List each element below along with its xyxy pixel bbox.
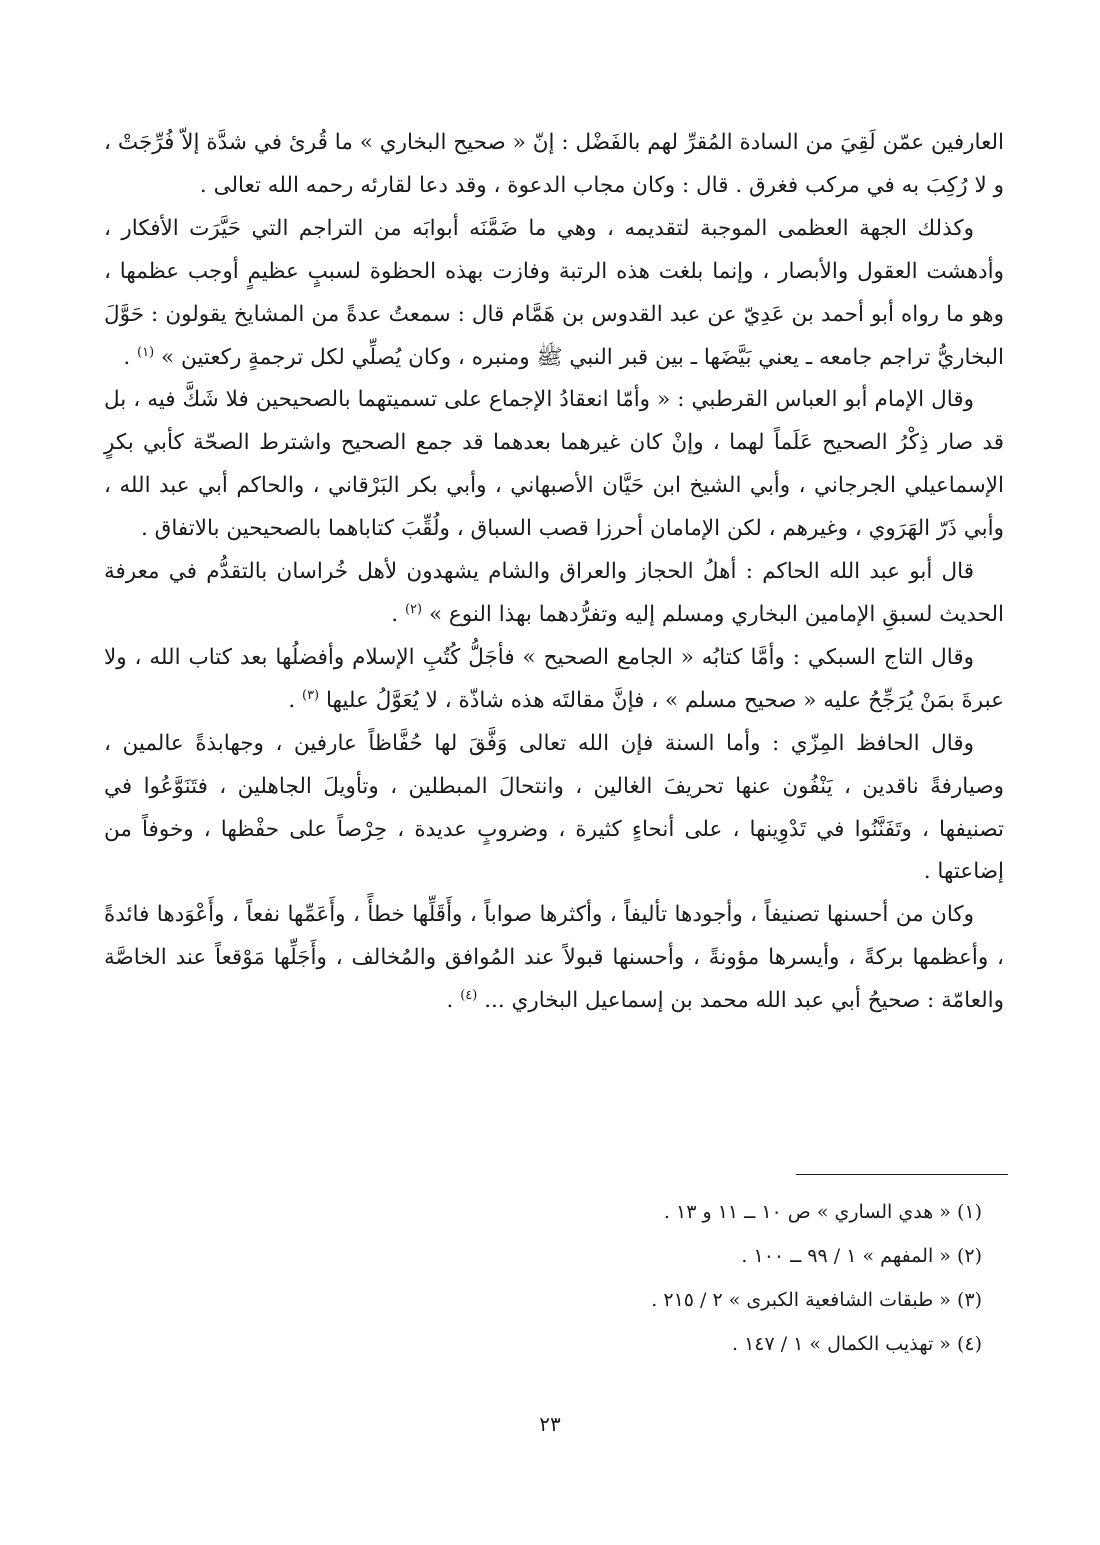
paragraph-text: قال أبو عبد الله الحاكم : أهلُ الحجاز والعراق والشام يشهدون لأهل خُراسان بالتقدُّم في معرفة الحديث لسبقِ الإمامين البخاري ومسلم إليه وتفرُّدهما بهذا النوع » xyxy=(104,559,1004,627)
footnote: (٤) « تهذيب الكمال » ١ / ١٤٧ . xyxy=(731,1333,982,1355)
footnote: (٣) « طبقات الشافعية الكبرى » ٢ / ٢١٥ . xyxy=(651,1289,982,1311)
paragraph-text: العارفين عمّن لَقِيَ من السادة المُقرِّ لهم بالفَضْل : إنّ « صحيح البخاري » ما قُرئ في شدَّة إلاّ فُرِّجَتْ ، و لا رُكِبَ به في مركب فغرق . قال : وكان مجاب الدعوة ، وقد دعا لقارئه رحمه الله تعالى . xyxy=(104,130,1004,198)
footnote-divider xyxy=(796,1174,1008,1175)
paragraph-text: وكذلك الجهة العظمى الموجبة لتقديمه ، وهي ما ضَمَّنَه أبوابَه من التراجم التي حَيَّرَت الأفكار ، وأدهشت العقول والأبصار ، وإنما بلغت هذه الرتبة وفازت بهذه الحظوة لسببٍ عظيمٍ أوجب عظمها ، وهو ما رواه أبو أحمد بن عَدِيّ عن عبد القدوس بن هَمَّام قال : سمعتُ عدةً من المشايخ يقولون : حَوَّلَ البخاريُّ تراجم جامعه ـ يعني بَيَّضَها ـ بين قبر النبي ﷺ ومنبره ، وكان يُصلِّي لكل ترجمةٍ ركعتين » xyxy=(104,215,1004,370)
footnote-reference: (٣) xyxy=(301,687,320,703)
paragraph xyxy=(104,122,1004,208)
footnote-reference: (١) xyxy=(137,344,155,360)
footnote-reference: (٤) xyxy=(460,987,478,1003)
paragraph-text: وقال الإمام أبو العباس القرطبي : « وأمّا انعقادُ الإجماع على تسميتهما بالصحيحين فلا شَكَّ فيه ، بل قد صار ذِكْرُ الصحيح عَلَماً لهما ، وإنْ كان غيرهما بعدهما قد جمع الصحيح واشترط الصحّة كأبي بكرٍ الإسماعيلي الجرجاني ، وأبي الشيخ ابن حَيَّان الأصبهاني ، وأبي بكر البَرْقاني ، والحاكم أبي عبد الله ، وأبي ذَرّ الهَرَوي ، وغيرهم ، لكن الإمامان أحرزا قصب السباق ، ولُقِّبَ كتاباهما بالصحيحين بالاتفاق . xyxy=(104,387,1005,542)
footnote: (١) « هدي الساري » ص ١٠ ــ ١١ و ١٣ . xyxy=(663,1201,982,1223)
paragraph-text: وكان من أحسنها تصنيفاً ، وأجودها تأليفاً ، وأكثرها صواباً ، وأَقَلِّها خطأً ، وأَعَمِّها نفعاً ، وأَعْوَدها فائدةً ، وأعظمها بركةً ، وأيسرها مؤونةً ، وأحسنها قبولاً عند المُوافق والمُخالف ، وأَجَلِّها مَوْقعاً عند الخاصَّة والعامّة : صحيحُ أبي عبد الله محمد بن إسماعيل البخاري ... xyxy=(104,902,1004,1014)
main-text xyxy=(104,122,1004,1023)
paragraph: وكذلك الجهة العظمى الموجبة لتقديمه ، وهي ما ضَمَّنَه أبوابَه من التراجم التي حَيَّرَت الأفكار ، وأدهشت العقول والأبصار ، وإنما بلغت هذه الرتبة وفازت بهذه الحظوة لسببٍ عظيمٍ أوجب عظمها ، وهو ما رواه أبو أحمد بن عَدِيّ عن عبد القدوس بن هَمَّام قال : سمعتُ عدةً من المشايخ يقولون : حَوَّلَ البخاريُّ تراجم جامعه ـ يعني بَيَّضَها ـ بين قبر النبي ﷺ ومنبره ، وكان يُصلِّي لكل ترجمةٍ ركعتين » $^{(١)}$ . xyxy=(104,215,1004,370)
paragraph xyxy=(104,379,1004,551)
paragraph: وقال التاج السبكي : وأمَّا كتابُه « الجامع الصحيح » فأجَلُّ كُتُبِ الإسلام وأفضلُها بعد كتاب الله ، ولا عبرةَ بمَنْ يُرَجِّحُ عليه « صحيح مسلم » ، فإنَّ مقالتَه هذه شاذّة ، لا يُعَوَّلُ عليها $^{(٣)}$ . xyxy=(104,644,1004,713)
footnote: (٢) « المفهم » ١ / ٩٩ ــ ١٠٠ . xyxy=(741,1245,982,1267)
paragraph: وكان من أحسنها تصنيفاً ، وأجودها تأليفاً ، وأكثرها صواباً ، وأَقَلِّها خطأً ، وأَعَمِّها نفعاً ، وأَعْوَدها فائدةً ، وأعظمها بركةً ، وأيسرها مؤونةً ، وأحسنها قبولاً عند المُوافق والمُخالف ، وأَجَلِّها مَوْقعاً عند الخاصَّة والعامّة : صحيحُ أبي عبد الله محمد بن إسماعيل البخاري ... $^{(٤)}$ . xyxy=(104,902,1004,1014)
footnote-reference: (٢) xyxy=(404,601,423,617)
paragraph xyxy=(104,723,1004,895)
paragraph-text: وقال الحافظ المِزّي : وأما السنة فإن الله تعالى وَفَّقَ لها حُفَّاظاً عارفين ، وجهابذةً عالمين ، وصيارفةً ناقدين ، يَنْفُون عنها تحريفَ الغالين ، وانتحالَ المبطلين ، وتأويلَ الجاهلين ، فتَنَوَّعُوا في تصنيفها ، وتَفَنَّنُوا في تَدْوِينها ، على أنحاءٍ كثيرة ، وضروبٍ عديدة ، حِرْصاً على حفْظها ، وخوفاً من إضاعتها . xyxy=(104,730,1004,885)
footnotes-list xyxy=(382,1190,982,1366)
paragraph-text: وقال التاج السبكي : وأمَّا كتابُه « الجامع الصحيح » فأجَلُّ كُتُبِ الإسلام وأفضلُها بعد كتاب الله ، ولا عبرةَ بمَنْ يُرَجِّحُ عليه « صحيح مسلم » ، فإنَّ مقالتَه هذه شاذّة ، لا يُعَوَّلُ عليها xyxy=(104,644,1004,713)
page-number: ٢٣ xyxy=(539,1412,561,1436)
paragraph: قال أبو عبد الله الحاكم : أهلُ الحجاز والعراق والشام يشهدون لأهل خُراسان بالتقدُّم في معرفة الحديث لسبقِ الإمامين البخاري ومسلم إليه وتفرُّدهما بهذا النوع » $^{(٢)}$ . xyxy=(104,559,1004,627)
